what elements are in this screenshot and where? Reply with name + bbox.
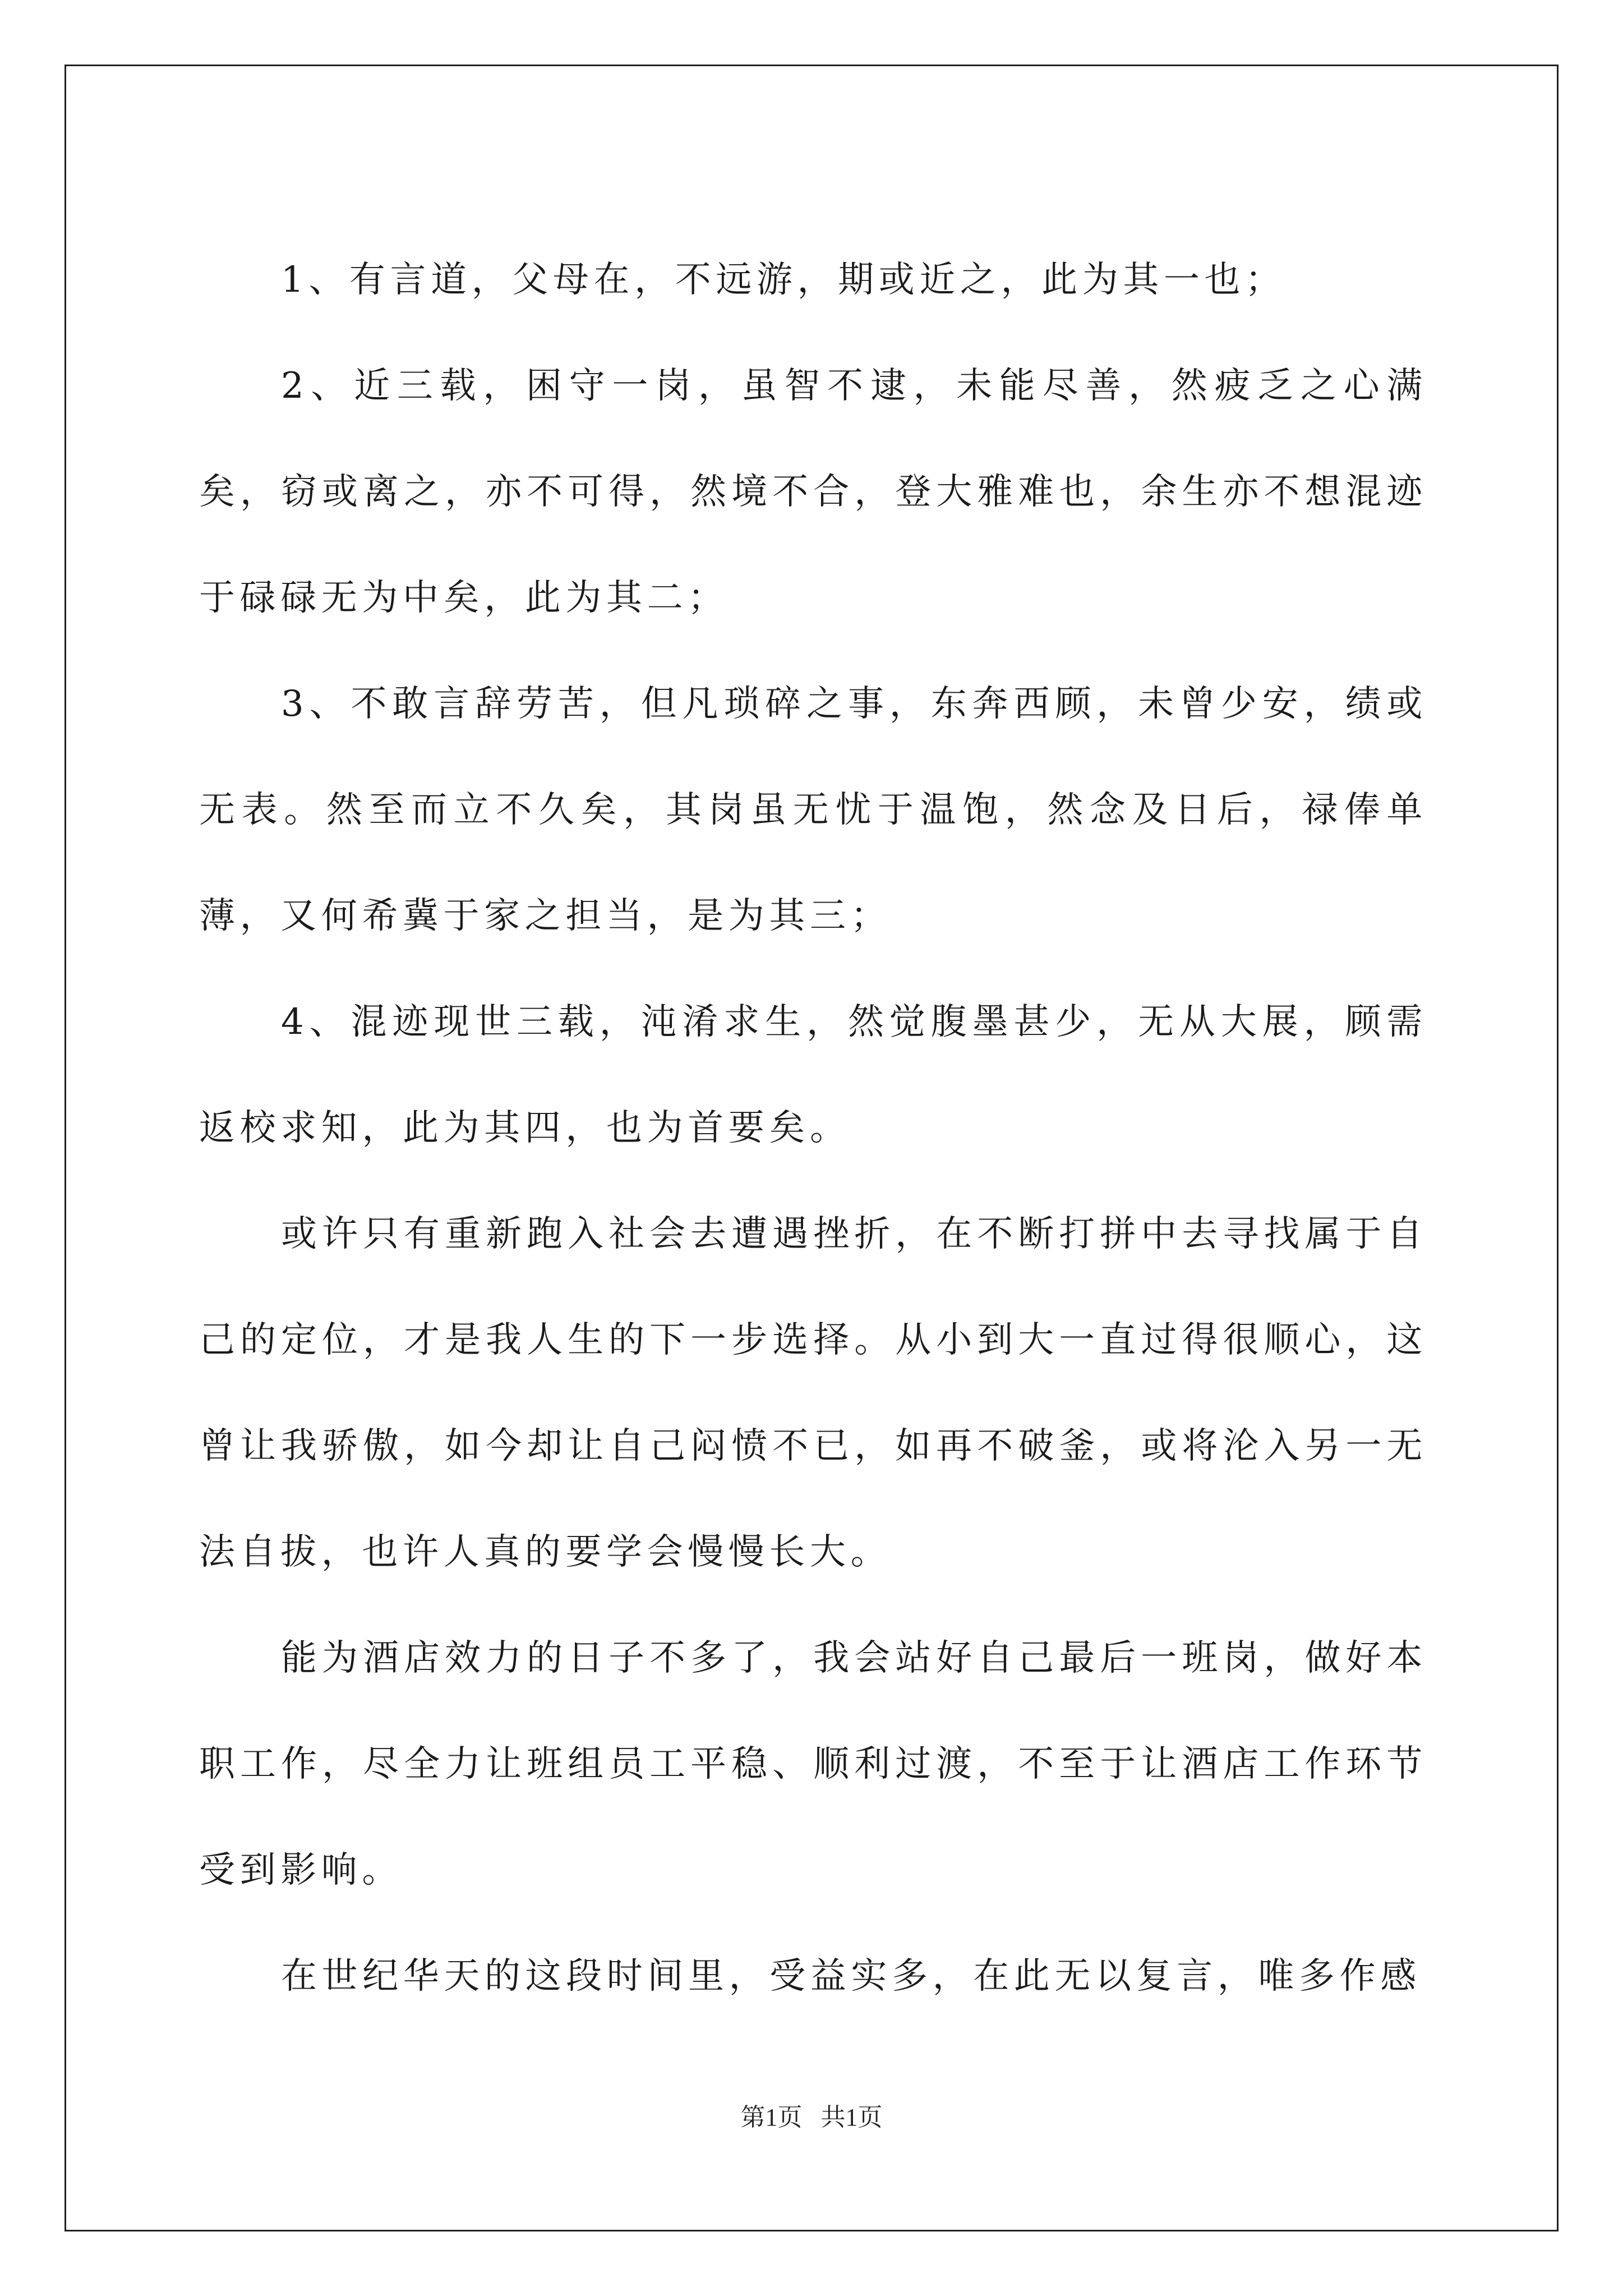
paragraph-4: 4、混迹现世三载，沌淆求生，然觉腹墨甚少，无从大展，顾需返校求知，此为其四，也为首要矣。 [199,1001,1427,1149]
paragraph-1: 1、有言道，父母在，不远游，期或近之，此为其一也； [281,259,1286,301]
page-footer: 第1页 共1页 [740,2104,883,2131]
document-body [199,227,1427,2030]
paragraph-7: 在世纪华天的这段时间里，受益实多，在此无以复言，唯多作感 [281,1955,1421,1997]
paragraph-6: 能为酒店效力的日子不多了，我会站好自己最后一班岗，做好本职工作，尽全力让班组员工平稳、顺利过渡，不至于让酒店工作环节受到影响。 [199,1637,1427,1891]
paragraph-5: 或许只有重新跑入社会去遭遇挫折，在不断打拼中去寻找属于自己的定位，才是我人生的下一步选择。从小到大一直过得很顺心，这曾让我骄傲，如今却让自己闷愤不已，如再不破釜，或将沦入另一无法自拔，也许人真的要学会慢慢长大。 [199,1213,1427,1573]
paragraph-3: 3、不敢言辞劳苦，但凡琐碎之事，东奔西顾，未曾少安，绩或无表。然至而立不久矣，其岗虽无忧于温饱，然念及日后，禄俸单薄，又何希冀于家之担当，是为其三； [199,683,1427,937]
paragraph-2: 2、近三载，困守一岗，虽智不逮，未能尽善，然疲乏之心满矣，窃或离之，亦不可得，然境不合，登大雅难也，余生亦不想混迹于碌碌无为中矣，此为其二； [199,365,1427,619]
